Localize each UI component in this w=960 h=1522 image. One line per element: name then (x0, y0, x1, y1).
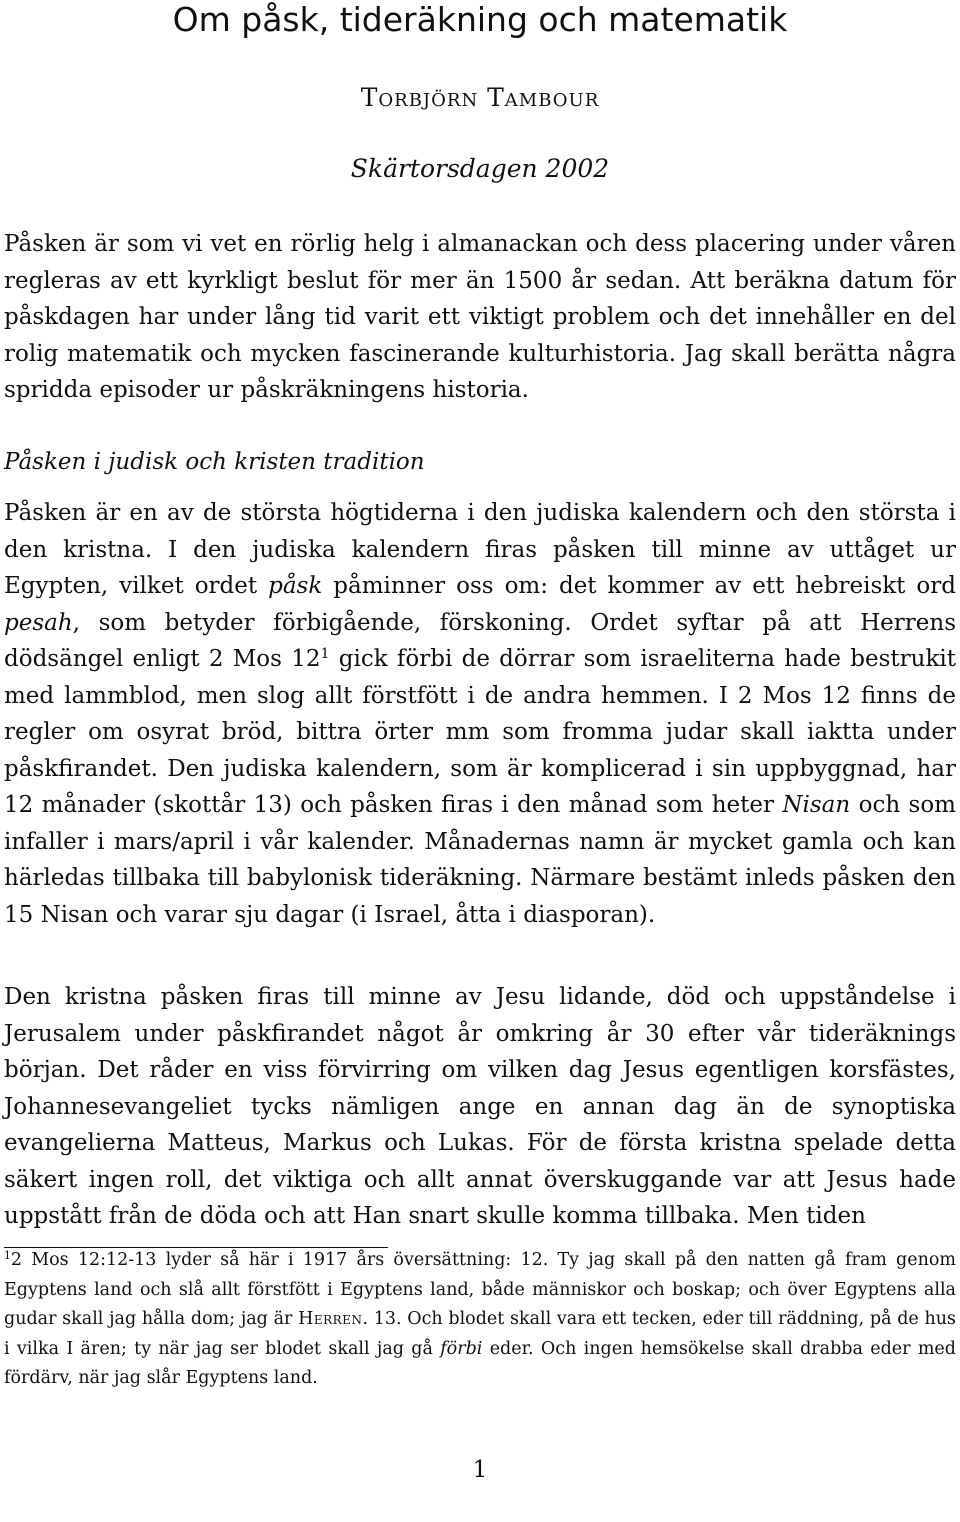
emphasis-word: pesah (4, 609, 73, 636)
author-name: Torbjörn Tambour (360, 83, 600, 112)
paragraph-text: gick förbi de dörrar som israeliterna hade bestrukit med lammblod, men slog allt förstfött i de andra hemmen. I 2 Mos 12 finns de regler om osyrat bröd, bittra örter mm som fromma judar skall iaktta under påskfirandet. Den judiska kalendern, som är komplicerad i sin uppbyggnad, har 12 månader (skottår 13) och påsken firas i den månad som heter (4, 646, 956, 818)
paragraph-text: , som betyder förbigående, förskoning. Ordet syftar på att Herrens dödsängel enligt 2 Mos 12 (4, 609, 956, 672)
paragraph-text: och som infaller i mars/april i vår kalender. Månadernas namn är mycket gamla och kan härledas tillbaka till babylonisk tideräkning. Närmare bestämt inleds påsken den 15 Nisan och varar sju dagar (i Israel, åtta i diasporan). (4, 792, 956, 928)
intro-paragraph: Påsken är som vi vet en rörlig helg i almanackan och dess placering under våren regleras av ett kyrkligt beslut för mer än 1500 år sedan. Att beräkna datum för påskdagen har under lång tid varit ett viktigt problem och det innehåller en del rolig matematik och mycken fascinerande kulturhistoria. Jag skall berätta några spridda episoder ur påskräkningens historia. (4, 231, 956, 403)
paragraph-text: Påsken är en av de största högtiderna i den judiska kalendern och den största i den kristna. I den judiska kalendern firas påsken till minne av uttåget ur Egypten, vilket ordet (4, 500, 956, 599)
section-paragraph-2: Den kristna påsken firas till minne av Jesu lidande, död och uppståndelse i Jerusalem under påskfirandet något år omkring år 30 efter vår tideräknings början. Det råder en viss förvirring om vilken dag Jesus egentligen korsfästes, Johannesevangeliet tycks nämligen ange en annan dag än de synoptiska evangelierna Matteus, Markus och Lukas. För de första kristna spelade detta säkert ingen roll, det viktiga och allt annat överskuggande var att Jesus hade uppstått från de döda och att Han snart skulle komma tillbaka. Men tiden (4, 984, 956, 1229)
paragraph-text: påminner oss om: det kommer av ett hebreiskt ord (322, 573, 956, 599)
document-title: Om påsk, tideräkning och matematik (172, 0, 788, 39)
footnote-text: 2 Mos 12:12-13 lyder så här i 1917 års översättning: 12. Ty jag skall på den natten gå fram genom Egyptens land och slå allt förstfött i Egyptens land, både människor och boskap; och över Egyptens alla gudar skall jag hålla dom; jag är (4, 1250, 956, 1330)
emphasis-word: Nisan (782, 792, 851, 818)
document-date: Skärtorsdagen 2002 (350, 154, 610, 183)
footnote-reference[interactable]: 1 (320, 646, 330, 663)
emphasis-word: påsk (268, 573, 323, 599)
section-heading: Påsken i judisk och kristen tradition (4, 449, 425, 475)
footnote-marker: 1 (4, 1249, 11, 1263)
footnote (4, 1246, 956, 1394)
footnote-text: . 13. Och blodet skall vara ett tecken, eder till räddning, på de hus i vilka I ären; ty när jag ser blodet skall jag gå (4, 1309, 956, 1359)
footnote-text: eder. Och ingen hemsökelse skall drabba eder med fördärv, när jag slår Egyptens land. (4, 1338, 956, 1389)
emphasis-word: förbi (440, 1338, 483, 1359)
small-caps-word: Herren (298, 1309, 363, 1330)
section-paragraph-1 (4, 495, 956, 933)
page-number: 1 (472, 1457, 488, 1483)
